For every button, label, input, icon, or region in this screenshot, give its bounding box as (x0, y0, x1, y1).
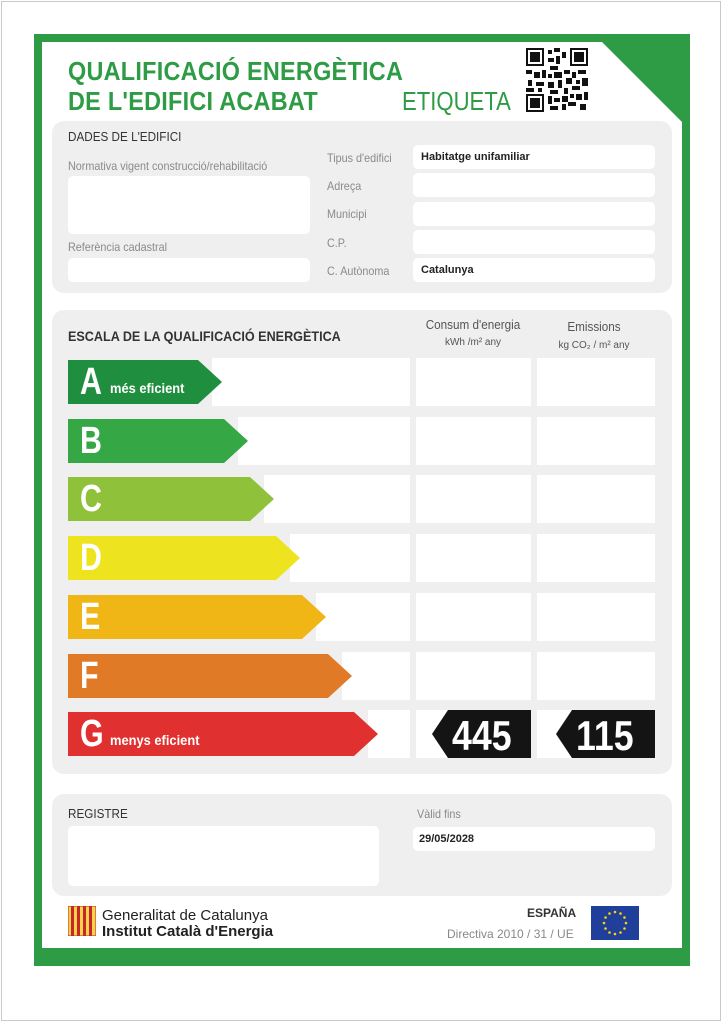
energy-class-letter: D (80, 537, 102, 579)
tipus-label: Tipus d'edifici (327, 151, 392, 165)
emissions-cell (537, 534, 655, 582)
etiqueta-label: ETIQUETA (402, 86, 511, 116)
country-label: ESPAÑA (527, 906, 577, 920)
consumption-rating-marker-value: 445 (452, 712, 512, 759)
energy-class-bar-g (68, 710, 378, 758)
qr-code-icon (526, 48, 588, 112)
registry-title: REGISTRE (68, 806, 128, 821)
emissions-unit: kg CO₂ / m² any (558, 340, 630, 351)
building-data-title: DADES DE L'EDIFICI (68, 129, 182, 144)
autonoma-label: C. Autònoma (327, 264, 390, 278)
scale-row-background (264, 475, 410, 523)
eu-flag-icon (591, 906, 639, 940)
emissions-cell (537, 475, 655, 523)
cp-field (413, 230, 655, 254)
energy-class-letter: G (80, 713, 104, 755)
consumption-cell (416, 652, 531, 700)
directive-label: Directiva 2010 / 31 / UE (447, 927, 574, 941)
consumption-rating-marker (432, 710, 531, 758)
title-line1: QUALIFICACIÓ ENERGÈTICA (68, 56, 404, 86)
municipi-field (413, 202, 655, 226)
org-line2: Institut Català d'Energia (102, 923, 274, 940)
normativa-field (68, 176, 310, 234)
municipi-label: Municipi (327, 207, 367, 221)
energy-class-bar-c (68, 475, 274, 523)
energy-class-desc: menys eficient (110, 732, 200, 748)
energy-class-letter: F (80, 655, 99, 697)
title-line2: DE L'EDIFICI ACABAT (68, 86, 318, 116)
cp-label: C.P. (327, 236, 347, 250)
scale-row-background (238, 417, 410, 465)
energy-class-letter: C (80, 478, 102, 520)
adreca-label: Adreça (327, 179, 362, 193)
scale-title: ESCALA DE LA QUALIFICACIÓ ENERGÈTICA (68, 328, 341, 344)
consumption-cell (416, 475, 531, 523)
energy-class-desc: més eficient (110, 380, 185, 396)
scale-row-background (342, 652, 410, 700)
consumption-unit: kWh /m² any (444, 337, 502, 348)
energy-class-letter: E (80, 596, 101, 638)
adreca-field (413, 173, 655, 197)
emissions-cell (537, 358, 655, 406)
emissions-cell (537, 652, 655, 700)
energy-class-bar-b (68, 417, 248, 465)
scale-row-background (212, 358, 410, 406)
energy-class-letter: B (80, 420, 102, 462)
energy-class-bar-d (68, 534, 300, 582)
scale-row-background (290, 534, 410, 582)
scale-row-background (316, 593, 410, 641)
consumption-cell (416, 358, 531, 406)
tipus-field: Habitatge unifamiliar (413, 145, 655, 169)
energy-class-bar-a (68, 358, 222, 406)
consumption-cell (416, 417, 531, 465)
emissions-rating-marker-value: 115 (576, 712, 634, 759)
consumption-cell (416, 534, 531, 582)
referencia-label: Referència cadastral (68, 240, 168, 254)
energy-class-letter: A (80, 361, 102, 403)
referencia-field (68, 258, 310, 282)
emissions-cell (537, 417, 655, 465)
energy-class-bar-f (68, 652, 352, 700)
org-line1: Generalitat de Catalunya (102, 907, 268, 924)
emissions-header: Emissions (567, 319, 621, 334)
valid-label: Vàlid fins (417, 807, 461, 821)
registry-field (68, 826, 379, 886)
valid-field: 29/05/2028 (413, 827, 655, 851)
energy-class-bar-e (68, 593, 326, 641)
normativa-label: Normativa vigent construcció/rehabilitació (68, 159, 268, 173)
autonoma-field: Catalunya (413, 258, 655, 282)
emissions-cell (537, 593, 655, 641)
emissions-rating-marker (556, 710, 655, 758)
consumption-cell (416, 593, 531, 641)
generalitat-logo-icon (68, 906, 96, 936)
consumption-header: Consum d'energia (425, 317, 521, 332)
